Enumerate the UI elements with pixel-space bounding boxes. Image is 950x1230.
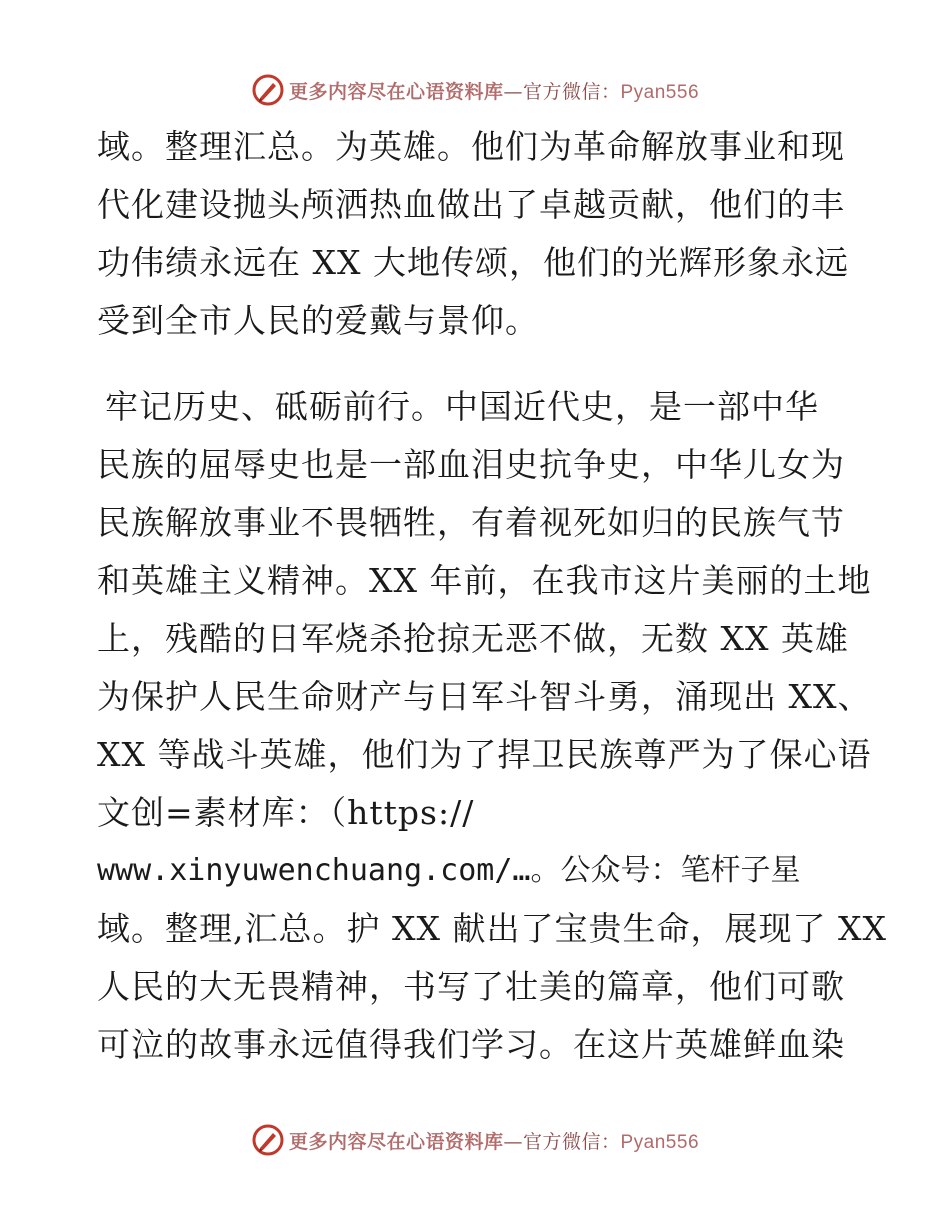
header-banner-text: 更多内容尽在心语资料库—官方微信：Pyan556 bbox=[288, 80, 700, 103]
text-line: XX 等战斗英雄，他们为了捍卫民族尊严为了保心语 bbox=[97, 735, 872, 774]
text-line: 文创=素材库：（https:// bbox=[97, 793, 475, 832]
text-line-url: www.xinyuwenchuang.com/…。公众号：笔杆子星 bbox=[97, 853, 801, 888]
header-banner bbox=[0, 70, 950, 110]
text-line: 上，残酷的日军烧杀抢掠无恶不做，无数 XX 英雄 bbox=[97, 619, 849, 658]
pen-logo-icon bbox=[251, 1123, 285, 1157]
footer-banner bbox=[0, 1120, 950, 1160]
text-line: 牢记历史、砥砺前行。中国近代史，是一部中华 bbox=[105, 387, 819, 426]
pen-logo-icon bbox=[251, 73, 285, 107]
body-text bbox=[97, 118, 887, 1074]
text-line: 域。整理汇总。为英雄。他们为革命解放事业和现 bbox=[97, 127, 845, 166]
text-line: 民族解放事业不畏牺牲，有着视死如归的民族气节 bbox=[97, 503, 845, 542]
text-line: 可泣的故事永远值得我们学习。在这片英雄鲜血染 bbox=[97, 1025, 845, 1064]
text-line: 为保护人民生命财产与日军斗智斗勇，涌现出 XX、 bbox=[97, 677, 872, 716]
text-line: 域。整理,汇总。护 XX 献出了宝贵生命，展现了 XX bbox=[97, 909, 887, 948]
text-line: 人民的大无畏精神，书写了壮美的篇章，他们可歌 bbox=[97, 967, 845, 1006]
text-line: 民族的屈辱史也是一部血泪史抗争史，中华儿女为 bbox=[97, 445, 845, 484]
text-line: 功伟绩永远在 XX 大地传颂，他们的光辉形象永远 bbox=[97, 243, 849, 282]
footer-banner-text: 更多内容尽在心语资料库—官方微信：Pyan556 bbox=[288, 1130, 700, 1153]
text-line: 代化建设抛头颅洒热血做出了卓越贡献，他们的丰 bbox=[97, 185, 845, 224]
text-line: 受到全市人民的爱戴与景仰。 bbox=[97, 301, 539, 340]
text-line: 和英雄主义精神。XX 年前，在我市这片美丽的土地 bbox=[97, 561, 872, 600]
